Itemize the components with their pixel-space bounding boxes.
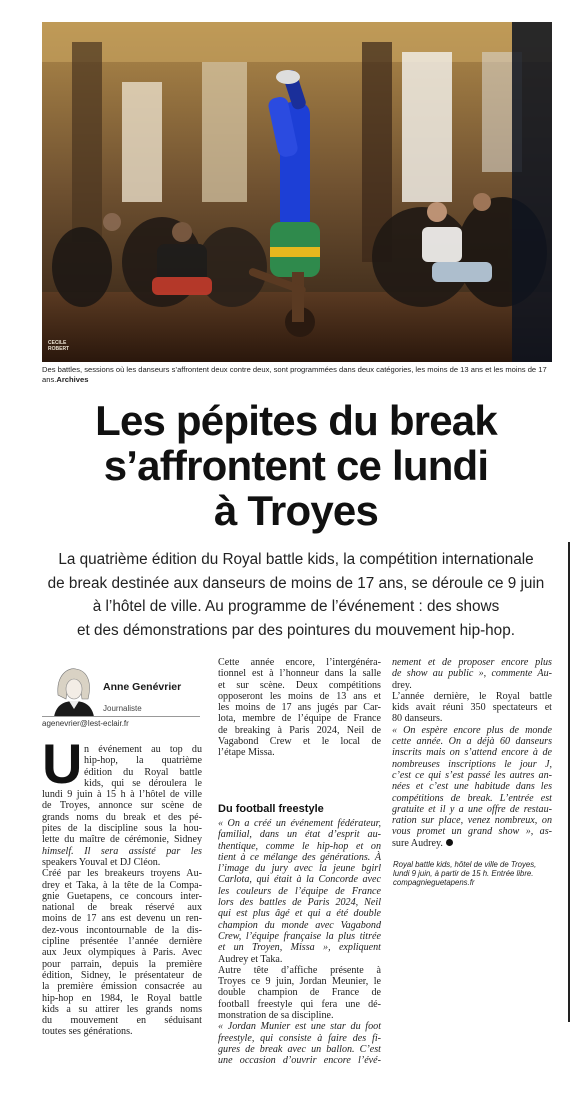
caption-text: Des battles, sessions où les danseurs s’affrontent deux contre deux, sont programmées dans deux catégories, les moins de 13 ans et les moins de 17 ans. bbox=[42, 365, 547, 384]
photo-credit: CECILE ROBERT bbox=[48, 340, 70, 352]
quote-line: ration sur place, venez nombreux, on bbox=[392, 815, 552, 827]
standfirst-line: La quatrième édition du Royal battle kids, la compétition internationale bbox=[58, 551, 534, 568]
text-line: la première émission consacrée au bbox=[42, 981, 202, 993]
text-line: national de break réservé aux bbox=[42, 902, 202, 914]
text-line: double champion de France de bbox=[218, 987, 381, 999]
text-line: moins de 17 ans est devenu un ren- bbox=[42, 913, 202, 925]
quote-line: gratuite et il y a une offre de restau- bbox=[392, 803, 552, 815]
text-line: pites de la discipline sous la hou- bbox=[42, 823, 202, 835]
text-line: Troyes ce 9 juin, Jordan Meunier, le bbox=[218, 976, 381, 988]
text-line: drey. bbox=[392, 679, 412, 691]
text-line: édition du Royal battle bbox=[84, 766, 202, 778]
text-line: dez-vous incontournable de la dis- bbox=[42, 924, 202, 936]
text-line: hip-hop en 1984, le Royal battle bbox=[42, 992, 202, 1004]
article-column-1 bbox=[42, 744, 202, 1038]
text-line: Cette année encore, l’intergénéra- bbox=[218, 657, 381, 668]
text-line: aux Jeux olympiques à Paris. Avec bbox=[42, 947, 202, 959]
quote-line: « Jordan Munier est une star du foot bbox=[218, 1021, 381, 1033]
text-line: édition, Sidney, le présentateur de bbox=[42, 969, 202, 981]
quote-line: l’image du jury avec la jeune bgirl bbox=[218, 863, 381, 875]
author-email[interactable]: agenevrier@lest-eclair.fr bbox=[42, 719, 129, 728]
info-line: Royal battle kids, hôtel de ville de Troyes, bbox=[393, 860, 537, 869]
text-line: Audrey et Taka. bbox=[218, 953, 283, 965]
text-line: du mouvement en séduisant bbox=[42, 1015, 202, 1027]
text-line: cipline présentée l’année dernière bbox=[42, 936, 202, 948]
text-line: kids, qui se déroulera le bbox=[84, 777, 202, 789]
quote-line: Carlota, qui était à la Concorde avec bbox=[218, 874, 381, 886]
text-line: Vagabond Crew et le local de bbox=[218, 736, 381, 748]
author-name: Anne Genévrier bbox=[103, 681, 182, 693]
quote-line: une occasion d’ouvrir encore l’évé- bbox=[218, 1055, 381, 1067]
headline bbox=[40, 398, 552, 533]
quote-line: Crew, l’équipe française la plus titrée bbox=[218, 930, 381, 942]
standfirst-line: à l’hôtel de ville. Au programme de l’événement : des shows bbox=[92, 598, 500, 615]
headline-line: à Troyes bbox=[213, 487, 379, 534]
text-line: Autre tête d’affiche présente à bbox=[218, 964, 381, 976]
text-line: lota, membre de l’équipe de France bbox=[218, 713, 381, 725]
headline-line: Les pépites du break bbox=[95, 397, 497, 444]
text-line: 80 danseurs. bbox=[392, 713, 443, 725]
article-column-2-top bbox=[218, 657, 381, 759]
quote-line: champion du monde avec Vagabond bbox=[218, 919, 381, 931]
quote-line: nées et c’est une habitude dans les bbox=[392, 781, 552, 793]
text-line: drey et Taka, à la tête de la Compa- bbox=[42, 879, 202, 891]
quote-line: gures de break avec un ballon. C’est bbox=[218, 1043, 381, 1055]
headline-line: s’affrontent ce lundi bbox=[103, 442, 489, 489]
text-line: kids avait réuni 350 spectateurs et bbox=[392, 702, 552, 714]
quote-line: lors des battles de Paris 2024, Neil bbox=[218, 897, 381, 909]
text-line: pour parrain, depuis la première bbox=[42, 958, 202, 970]
text-line: monstration de sa discipline. bbox=[218, 1010, 334, 1022]
article-photo bbox=[42, 22, 552, 362]
text-line: opposeront les moins de 13 ans et bbox=[218, 690, 381, 702]
caption-source: Archives bbox=[56, 375, 89, 384]
quote-line: « On espère encore plus de monde bbox=[392, 724, 552, 736]
quote-line: freestyle, qui consiste à faire des fi- bbox=[218, 1032, 381, 1044]
quote-line: c’est ce qui s’est passé les autres an- bbox=[392, 769, 552, 781]
quote-line: de show au public », commente Au- bbox=[392, 668, 552, 680]
quote-line: qui est plus âgé et qui a été double bbox=[218, 908, 381, 920]
drop-cap: U bbox=[42, 732, 83, 795]
text-line: de breaking à Paris 2024, Neil de bbox=[218, 724, 381, 736]
article-column-2-bottom bbox=[218, 818, 381, 1067]
text-line: les moins de 17 ans jugés par Car- bbox=[218, 702, 381, 714]
quote-line: familial, dans un état d’esprit au- bbox=[218, 829, 381, 841]
info-link[interactable]: compagnieguetapens.fr bbox=[393, 878, 475, 888]
text-line: speakers Youval et DJ Cléon. bbox=[42, 856, 161, 868]
standfirst-line: de break destinée aux danseurs de moins de 17 ans, se déroule ce 9 juin bbox=[47, 574, 545, 592]
photo-caption bbox=[42, 365, 554, 385]
text-line: et sur scène. Deux compétitions bbox=[218, 679, 381, 691]
standfirst-line: et des démonstrations par des pointures du mouvement hip-hop. bbox=[77, 621, 515, 639]
text-line: kids a su attirer les grands noms bbox=[42, 1003, 202, 1015]
text-line: grands noms du break et des pé- bbox=[42, 811, 202, 823]
text-line: lundi 9 juin à 15 h à l’hôtel de ville bbox=[42, 789, 202, 801]
text-line bbox=[392, 838, 552, 849]
text-line: L’année dernière, le Royal battle bbox=[392, 690, 552, 702]
quote-line: nombreuses inscriptions le jour J, bbox=[392, 758, 552, 770]
text-line: n événement au top du bbox=[84, 744, 202, 755]
author-avatar bbox=[50, 665, 96, 717]
quote-line: et un Troyen, Missa », expliquent bbox=[218, 942, 381, 954]
quote-line: thentique, comme le hip-hop et on bbox=[218, 840, 381, 852]
quote-line: « On a créé un événement fédérateur, bbox=[218, 818, 381, 829]
quote-line: cette année. On a déjà 60 danseurs bbox=[392, 736, 552, 748]
text-line: himself. Il sera assisté par les bbox=[42, 845, 202, 857]
text-line: lette du maître de cérémonie, Sidney bbox=[42, 834, 202, 846]
breakdance-photo-illustration bbox=[42, 22, 552, 362]
standfirst bbox=[40, 548, 552, 642]
text-line: tionnel est à l’honneur dans la salle bbox=[218, 668, 381, 680]
text-line: Créé par les breakeurs troyens Au- bbox=[42, 868, 202, 880]
quote-line: nement et de proposer encore plus bbox=[392, 657, 552, 668]
author-divider bbox=[42, 716, 200, 717]
author-role: Journaliste bbox=[103, 704, 142, 713]
text-line: de Troyes, annonce sur scène de bbox=[42, 800, 202, 812]
text-line: hip-hop, la quatrième bbox=[84, 755, 202, 767]
quote-line: vous promet un grand show », as- bbox=[392, 826, 552, 838]
quote-line: inscrits mais on s’attend encore à de bbox=[392, 747, 552, 759]
event-info bbox=[393, 860, 553, 888]
quote-line: les couleurs de l’équipe de France bbox=[218, 885, 381, 897]
info-line: lundi 9 juin, à partir de 15 h. Entrée libre. bbox=[393, 869, 534, 879]
text-line: l’étape Missa. bbox=[218, 747, 275, 759]
article-column-3 bbox=[392, 657, 552, 849]
text-line: toutes ses générations. bbox=[42, 1026, 133, 1038]
quote-line: tient à ce mélange des générations. À bbox=[218, 851, 381, 863]
subheading: Du football freestyle bbox=[218, 803, 324, 815]
text-line: gnie Guetapens, ce concours inter- bbox=[42, 890, 202, 902]
text-line: football freestyle qui fera une dé- bbox=[218, 998, 381, 1010]
end-bullet-icon bbox=[446, 839, 453, 846]
closing-line: sure Audrey. bbox=[392, 837, 443, 849]
quote-line: compétitions de break. L’entrée est bbox=[392, 792, 552, 804]
